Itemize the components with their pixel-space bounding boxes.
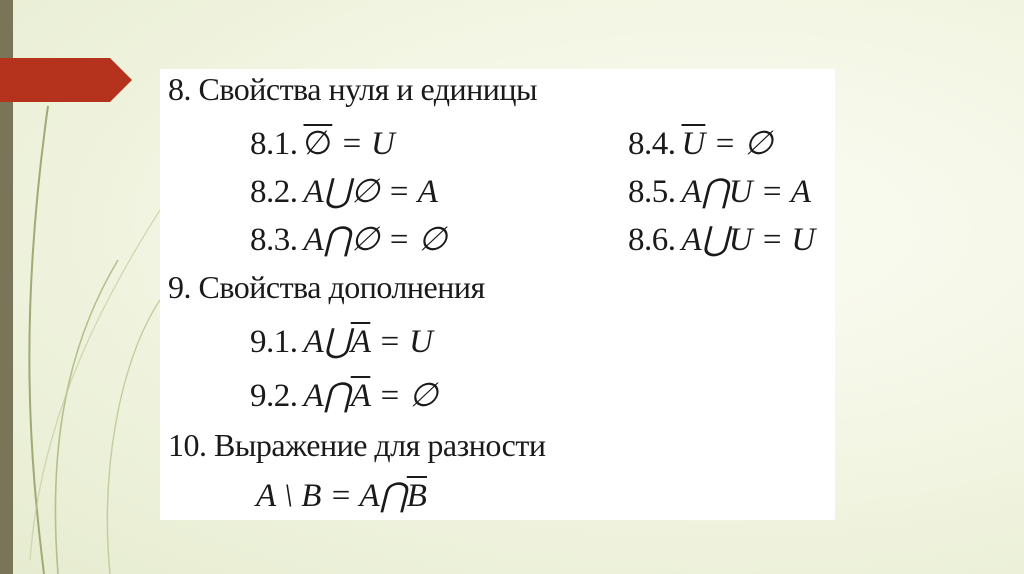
formula-difference: A \ $B = A⋂\overline{B}$	[256, 478, 427, 514]
formula-8-1: 8.1. ∅ = U	[250, 126, 395, 162]
formula-number: 8.3.	[250, 222, 298, 258]
formula-image-panel	[160, 69, 835, 520]
slide-marker-arrow	[0, 58, 132, 102]
formula-8-5: 8.5. A⋂U = A	[628, 174, 811, 210]
formula-number: 9.1.	[250, 324, 298, 360]
formula-8-6: 8.6. A⋃U = U	[628, 222, 816, 258]
complement-bar: $\overline{B}$	[406, 478, 427, 514]
formula-number: 9.2.	[250, 378, 298, 414]
complement-bar: $\overline{A}$	[350, 378, 371, 414]
formula-8-2: 8.2. A⋃∅ = A	[250, 174, 438, 210]
section-8-heading: 8. Свойства нуля и единицы	[168, 71, 538, 107]
complement-bar: $\overline{A}$	[350, 324, 371, 360]
formula-number: 8.2.	[250, 174, 298, 210]
formula-number: 8.1.	[250, 126, 298, 162]
formula-number: 8.6.	[628, 222, 676, 258]
formula-9-1: 9.1. $A⋃\overline{A} = U$	[250, 324, 433, 360]
formula-8-3: 8.3. A⋂∅ = ∅	[250, 222, 447, 258]
formula-9-2: 9.2. $A⋂\overline{A}$ = ∅	[250, 378, 438, 414]
complement-bar: ∅	[303, 126, 333, 162]
formula-8-4: 8.4. $\overline{U}$ = ∅	[628, 126, 773, 162]
formula-number: 8.4.	[628, 126, 676, 162]
section-9-heading: 9. Свойства дополнения	[168, 269, 485, 305]
section-10-heading: 10. Выражение для разности	[168, 427, 546, 463]
formula-number: 8.5.	[628, 174, 676, 210]
slide-marker-shape	[0, 58, 132, 102]
complement-bar: $\overline{U}$	[681, 126, 706, 162]
